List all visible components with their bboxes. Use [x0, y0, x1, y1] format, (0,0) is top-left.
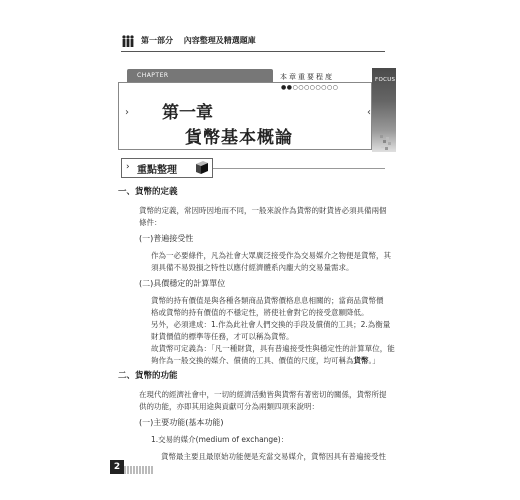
importance-rating: ●●○○○○○○○○: [281, 84, 339, 91]
chapter-tab: CHAPTER: [127, 69, 273, 82]
running-header: [141, 35, 264, 46]
chevron-right-icon: ›: [125, 107, 129, 118]
header-section: 內容整理及精選題庫: [183, 36, 256, 45]
pixel-decoration: [380, 135, 392, 151]
section-heading: 一、貨幣的定義: [118, 187, 178, 197]
importance-label: 本章重要程度: [280, 73, 334, 81]
chapter-title: 貨幣基本概論: [185, 128, 293, 148]
people-icon: [121, 34, 135, 48]
paragraph-line: 貨幣的持有價值是與各種各類商品貨幣價格息息相關的；當商品貨幣價: [151, 296, 384, 305]
paragraph-line: [151, 355, 380, 366]
paragraph-line: 條件：: [139, 218, 162, 227]
page-number: 2: [110, 460, 124, 474]
paragraph-line: 供的功能，亦即其用途與貢獻可分為兩類四項來說明：: [139, 402, 319, 411]
paragraph-text: 。」: [368, 356, 380, 365]
subsection-heading: (二)具價穩定的計算單位: [139, 279, 226, 288]
paragraph-line: 在現代的經濟社會中，一切的經濟活動皆與貨幣有著密切的關係，貨幣所提: [139, 390, 387, 399]
cube-icon: [195, 160, 209, 175]
emphasis-text: 貨幣: [353, 356, 369, 365]
paragraph-line: 財貨價值的標準等任務，才可以稱為貨幣。: [151, 332, 294, 341]
paragraph-line: 貨幣的定義，常因時因地而不同，一般來說作為貨幣的財貨皆必須具備兩個: [139, 206, 387, 215]
paragraph-line: 貨幣最主要且最原始功能便是充當交易媒介，貨幣因具有普遍接受性: [161, 452, 386, 461]
list-item: 1.交易的媒介(medium of exchange)：: [151, 435, 289, 444]
paragraph-line: 作為一必要條件，凡為社會大眾廣泛接受作為交易媒介之物便是貨幣，其: [151, 251, 391, 260]
key-points-label: 重點整理: [137, 165, 177, 176]
paragraph-line: 格或貨幣的持有價值的不穩定性，將使社會對它的接受意願降低。: [151, 308, 369, 317]
key-points-divider: [213, 168, 385, 169]
chevron-left-icon: ‹: [367, 107, 371, 118]
paragraph-line: 另外，必須達成：1.作為此社會人們交換的手段及償債的工具；2.為衡量: [151, 320, 391, 329]
paragraph-line: 故貨幣可定義為：「凡一種財貨，具有普遍接受性與穩定性的計算單位，能: [151, 344, 395, 353]
paragraph-line: 須具備不易毀損之特性以應付經濟體系內龐大的交易量需求。: [151, 263, 354, 272]
chapter-number: 第一章: [162, 103, 213, 123]
header-part: 第一部分: [141, 36, 173, 45]
focus-label: FOCUS: [375, 77, 396, 83]
subsection-heading: (一)主要功能(基本功能): [139, 418, 224, 427]
chevron-right-icon: ›: [126, 162, 130, 172]
page-number-decoration: [124, 466, 154, 474]
section-heading: 二、貨幣的功能: [118, 371, 178, 381]
paragraph-text: 夠作為一般交換的媒介、償債的工具、價值的尺度，均可稱為: [151, 356, 354, 365]
header-divider: [121, 51, 385, 52]
subsection-heading: (一)普遍接受性: [139, 234, 194, 243]
